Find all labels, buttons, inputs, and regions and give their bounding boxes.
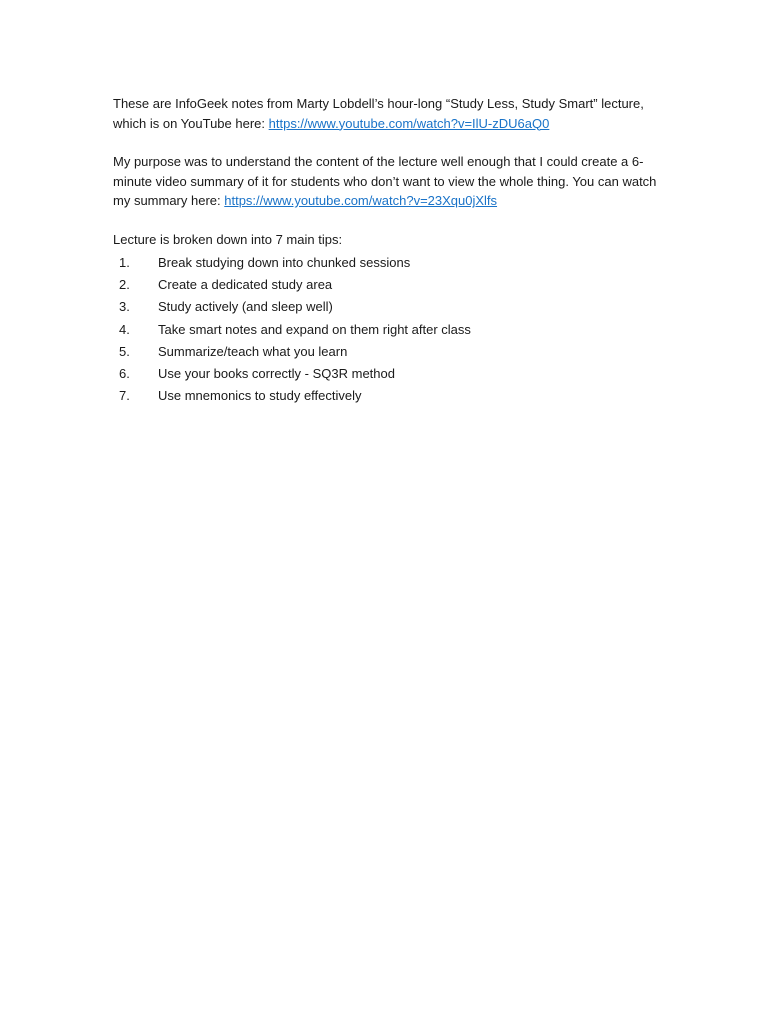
tip-text: Study actively (and sleep well) xyxy=(158,299,333,315)
tip-number: 5. xyxy=(119,343,130,359)
purpose-text: My purpose was to understand the content of the lecture well enough that I could create a 6-minute video summary of it for students who don’t want to view the whole thing. You can watch my summary here: xyxy=(113,154,657,208)
tip-text: Take smart notes and expand on them right after class xyxy=(158,321,471,337)
tip-text: Break studying down into chunked sessions xyxy=(158,255,411,270)
tip-item-7 xyxy=(113,385,673,407)
tip-number: 2. xyxy=(119,277,130,293)
tip-text: Summarize/teach what you learn xyxy=(158,343,348,359)
tip-number: 6. xyxy=(119,365,130,381)
tip-number: 1. xyxy=(119,255,130,270)
intro-text: These are InfoGeek notes from Marty Lobdell’s hour-long “Study Less, Study Smart” lecture, which is on YouTube here: xyxy=(113,96,644,131)
intro-paragraph xyxy=(113,94,673,133)
tips-intro: Lecture is broken down into 7 main tips: xyxy=(113,231,343,247)
lecture-youtube-link[interactable]: https://www.youtube.com/watch?v=IlU-zDU6aQ0 xyxy=(268,115,550,131)
tips-list xyxy=(113,252,673,407)
summary-youtube-link[interactable]: https://www.youtube.com/watch?v=23Xqu0jXlfs xyxy=(224,193,498,208)
tip-item-4 xyxy=(113,319,673,341)
tip-number: 7. xyxy=(119,388,130,404)
tip-item-2 xyxy=(113,274,673,296)
tip-number: 4. xyxy=(119,321,130,337)
document-page xyxy=(113,94,673,407)
tip-item-6 xyxy=(113,363,673,385)
tip-item-5 xyxy=(113,341,673,363)
tip-item-3 xyxy=(113,296,673,318)
tip-number: 3. xyxy=(119,299,130,315)
tip-item-1 xyxy=(113,252,673,274)
tip-text: Create a dedicated study area xyxy=(158,277,333,293)
purpose-paragraph xyxy=(113,152,673,211)
tip-text: Use mnemonics to study effectively xyxy=(158,388,362,404)
tip-text: Use your books correctly - SQ3R method xyxy=(158,365,395,381)
